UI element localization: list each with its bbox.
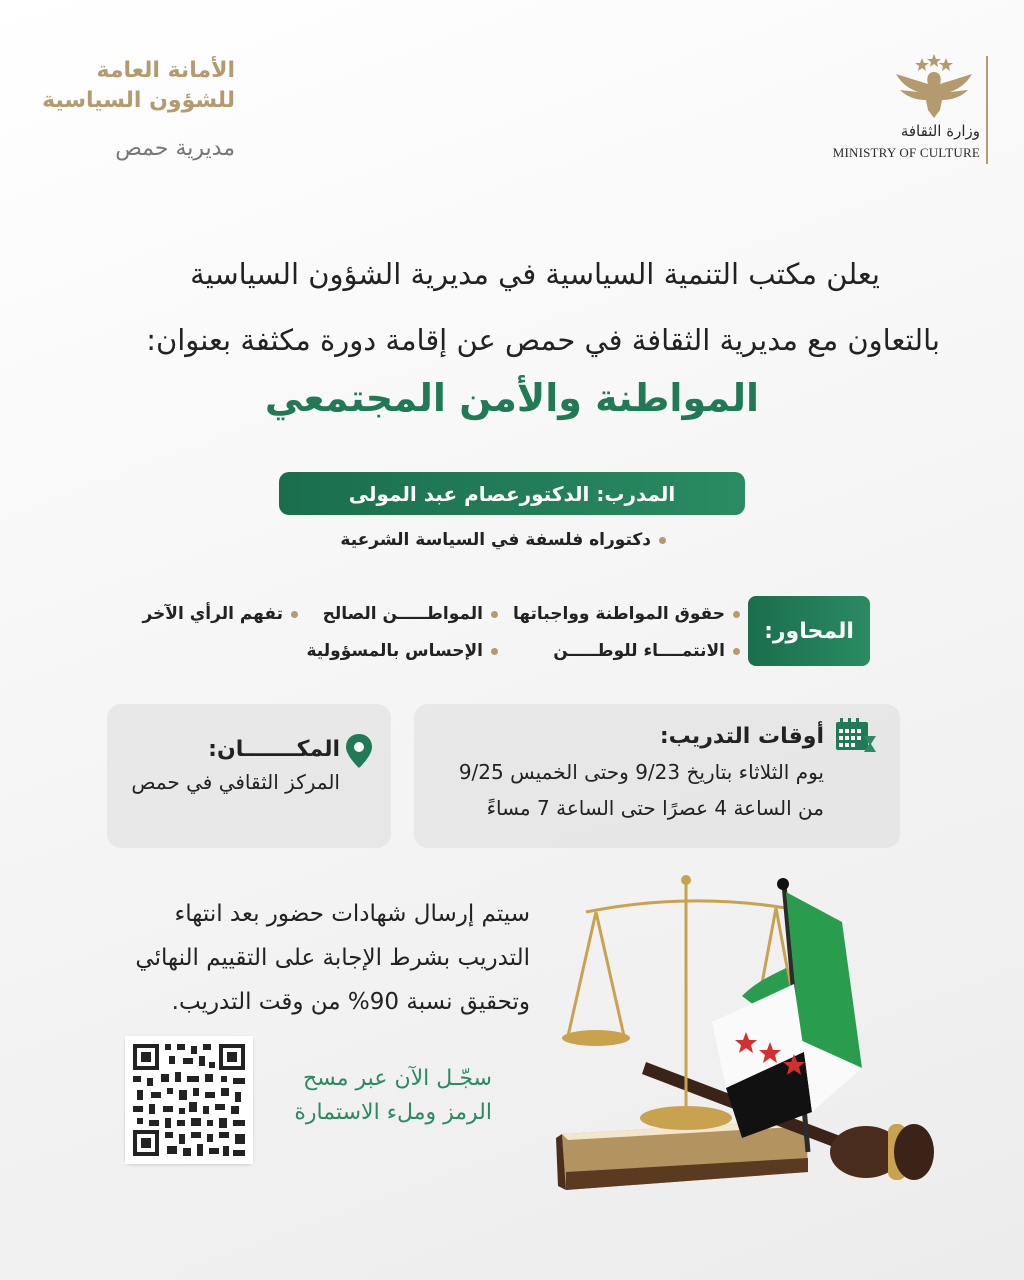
eagle-emblem-icon (888, 52, 980, 122)
axis-item: المواطـــــن الصالح (312, 604, 498, 624)
syrian-flag-icon (712, 878, 862, 1152)
ministry-name-arabic: وزارة الثقافة (900, 122, 980, 140)
registration-note (260, 1062, 492, 1130)
secretariat-title-line2: للشؤون السياسية (42, 88, 235, 113)
trainer-label: المدرب: الدكتورعصام عبد المولى (348, 481, 676, 506)
qr-code-icon[interactable] (125, 1036, 253, 1164)
justice-illustration (556, 872, 936, 1202)
certificate-line2: التدريب بشرط الإجابة على التقييم النهائي (135, 945, 530, 971)
bullet-icon (491, 648, 498, 655)
bullet-icon (733, 611, 740, 618)
registration-line1: سجّـل الآن عبر مسح (302, 1066, 492, 1091)
axis-item: تفهم الرأي الآخر (150, 604, 298, 624)
certificate-line1: سيتم إرسال شهادات حضور بعد انتهاء (174, 901, 530, 927)
bullet-icon (491, 611, 498, 618)
bullet-icon (659, 537, 666, 544)
schedule-title: أوقات التدريب: (659, 724, 824, 749)
header-divider (986, 56, 988, 164)
bullet-icon (291, 611, 298, 618)
directorate-name: مديرية حمص (115, 136, 235, 161)
schedule-hours: من الساعة 4 عصرًا حتى الساعة 7 مساءً (486, 796, 824, 820)
book-icon (556, 1120, 812, 1190)
qr-code-card[interactable] (125, 1036, 253, 1164)
axes-badge (748, 596, 870, 666)
location-pin-icon (346, 734, 372, 768)
axis-item: الانتمــــاء للوطـــــن (510, 641, 740, 661)
secretariat-title-line1: الأمانة العامة (96, 58, 235, 83)
registration-line2: الرمز وملء الاستمارة (294, 1100, 492, 1125)
calendar-icon (834, 718, 878, 754)
schedule-dates: يوم الثلاثاء بتاريخ 9/23 وحتى الخميس 9/25 (458, 760, 824, 784)
location-value: المركز الثقافي في حمص (131, 770, 340, 794)
location-title: المكـــــــان: (208, 737, 340, 762)
certificate-note (100, 892, 530, 1024)
announcement-line1: يعلن مكتب التنمية السياسية في مديرية الشؤون السياسية (190, 257, 880, 291)
announcement-line2: بالتعاون مع مديرية الثقافة في حمص عن إقامة دورة مكثفة بعنوان: (146, 323, 940, 357)
trainer-degree (300, 530, 666, 550)
axis-item: الإحساس بالمسؤولية (300, 641, 498, 661)
trainer-degree-text: دكتوراه فلسفة في السياسة الشرعية (340, 530, 651, 550)
bullet-icon (733, 648, 740, 655)
trainer-banner (279, 472, 745, 515)
axis-item: حقوق المواطنة وواجباتها (510, 604, 740, 624)
course-title: المواطنة والأمن المجتمعي (264, 376, 760, 420)
certificate-line3: وتحقيق نسبة 90% من وقت التدريب. (171, 989, 530, 1015)
axes-label: المحاور: (764, 618, 854, 644)
ministry-name-english: MINISTRY OF CULTURE (832, 145, 980, 160)
